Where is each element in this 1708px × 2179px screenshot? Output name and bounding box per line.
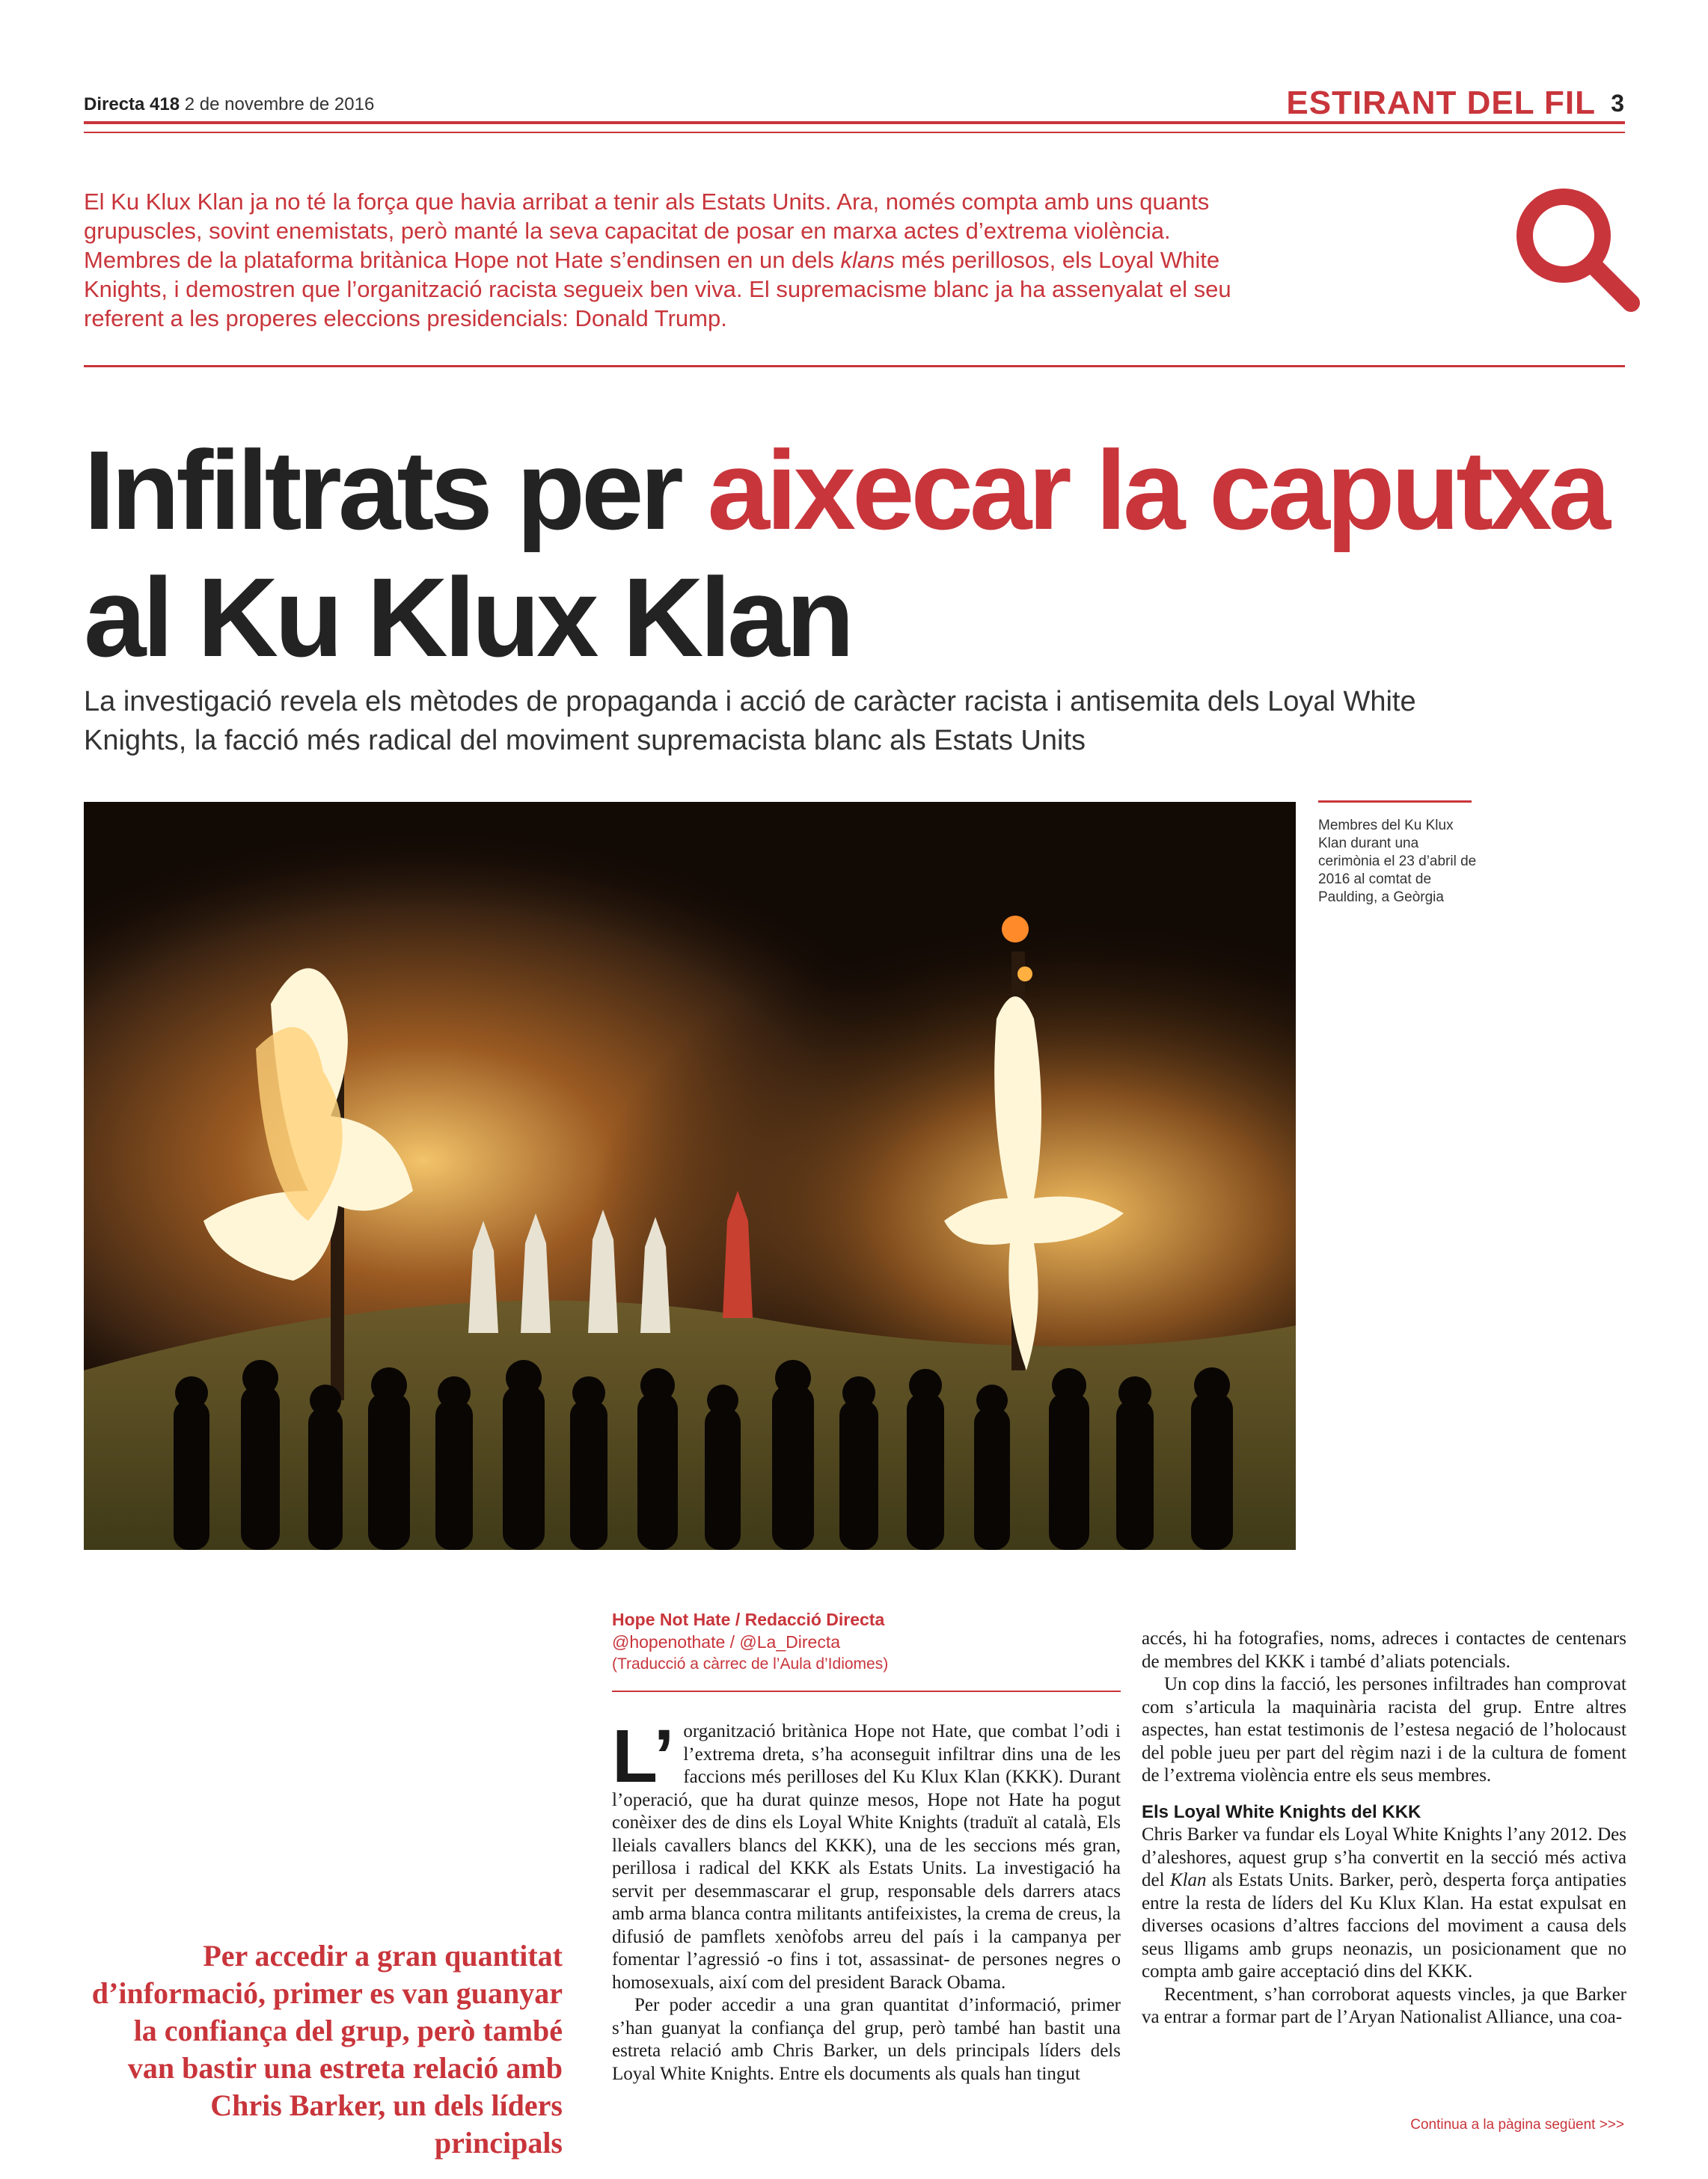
- caption-rule: [1318, 800, 1472, 803]
- body-paragraph: Un cop dins la facció, les persones infiltrades han comprovat com s’articula la maquinària racista del grup. Entre altres aspectes, han estat testimonis de l’estesa negació de l’holocaust del poble jueu per part del règim nazi i de la cultura de foment de l’extrema violència entre els seus membres.: [1142, 1674, 1626, 1786]
- search-icon: [1511, 183, 1646, 318]
- top-rule-thin: [84, 132, 1625, 133]
- byline-translation: (Traducció a càrrec de l’Aula d’Idiomes): [612, 1655, 889, 1673]
- issue-info: [84, 94, 374, 115]
- section-title: ESTIRANT DEL FIL: [1286, 85, 1596, 121]
- deck-subtitle: La investigació revela els mètodes de propaganda i acció de caràcter racista i antisemita dels Loyal White Knights, la facció més radical del moviment supremacista blanc als Estats Units: [84, 686, 1416, 756]
- intro-text: El Ku Klux Klan ja no té la força que havia arribat a tenir als Estats Units. Ara, només compta amb uns quants grupuscles, sovint enemistats, però manté la seva capacitat de posar en marxa actes d’extrema violència. Membres de la plataforma britànica Hope not Hate s’endinsen en un dels klans més perillosos, els Loyal White Knights, i demostren que l’organització racista segueix ben viva. El supremacisme blanc ja ha assenyalat el seu referent a les properes eleccions presidencials: Donald Trump.: [84, 189, 1231, 331]
- body-paragraph: Chris Barker va fundar els Loyal White Knights l’any 2012. Des d’aleshores, aquest grup s’ha convertit en la secció més activa del Klan als Estats Units. Barker, però, desperta força antipaties entre la resta de líders del Ku Klux Klan. Ha estat expulsat en diverses ocasions d’altres faccions del moviment a causa dels seus lligams amb grups neonazis, un posicionament que no compta amb gaire acceptació dins del KKK.: [1142, 1824, 1626, 1982]
- headline: Infiltrats per aixecar la caputxa al Ku Klux Klan: [84, 427, 1608, 680]
- body-paragraph: accés, hi ha fotografies, noms, adreces i contactes de centenars de membres del KKK i també d’aliats potencials.: [1142, 1628, 1626, 1672]
- article-column-2: [1142, 1628, 1626, 2029]
- byline-handles: @hopenothate / @La_Directa: [612, 1632, 840, 1652]
- intro-rule: [84, 365, 1625, 367]
- byline-rule: [612, 1691, 1121, 1692]
- intro-emphasis: klans: [840, 247, 895, 273]
- body-paragraph: Per poder accedir a una gran quantitat d’informació, primer s’han guanyat la confiança del grup, però també han bastit una estreta relació amb Chris Barker, un dels principals líders dels Loyal White Knights. Entre els documents als quals han tingut: [612, 1995, 1121, 2084]
- kkk-ceremony-photo: [84, 802, 1296, 1550]
- pull-quote: Per accedir a gran quantitat d’informació, primer es van guanyar la confiança del grup, però també van bastir una estreta relació amb Chris Barker, un dels líders principals: [91, 1939, 563, 2160]
- byline-authors: Hope Not Hate / Redacció Directa: [612, 1610, 885, 1629]
- top-rule: [84, 121, 1625, 124]
- article-column-1: [612, 1714, 1121, 2085]
- issue-date: 2 de novembre de 2016: [184, 94, 375, 114]
- body-paragraph: Recentment, s’han corroborat aquests vincles, ja que Barker va entrar a formar part de l’Aryan Nationalist Alliance, una coa-: [1142, 1984, 1626, 2027]
- page-number: 3: [1611, 90, 1624, 117]
- body-paragraph: L’ organització britànica Hope not Hate, que combat l’odi i l’extrema dreta, s’ha aconseguit infiltrar dins una de les faccions més perilloses del Ku Klux Klan (KKK). Durant l’operació, que ha durat quinze mesos, Hope not Hate ha pogut conèixer des de dins els Loyal White Knights (traduït al català, Els lleials cavallers blancs del KKK), una de les seccions més gran, perillosa i radical del KKK als Estats Units. La investigació ha servit per desemmascarar el grup, responsable dels darrers atacs amb arma blanca contra militants antifeixistes, la crema de creus, la difusió de pamflets xenòfobs arreu del país i la campanya per fomentar l’agressió -o fins i tot, assassinat- de persones negres o homosexuals, així com del president Barack Obama.: [612, 1714, 1121, 1993]
- drop-cap: L’: [612, 1714, 675, 1798]
- photo-caption: Membres del Ku Klux Klan durant una cerimònia el 23 d’abril de 2016 al comtat de Paulding, a Geòrgia: [1318, 818, 1477, 905]
- publication-issue: Directa 418: [84, 94, 180, 114]
- headline-highlight: aixecar la caputxa: [707, 427, 1608, 553]
- byline: [612, 1608, 1121, 1676]
- continues-link[interactable]: Continua a la pàgina següent >>>: [1410, 2117, 1624, 2133]
- subheading: Els Loyal White Knights del KKK: [1142, 1801, 1421, 1822]
